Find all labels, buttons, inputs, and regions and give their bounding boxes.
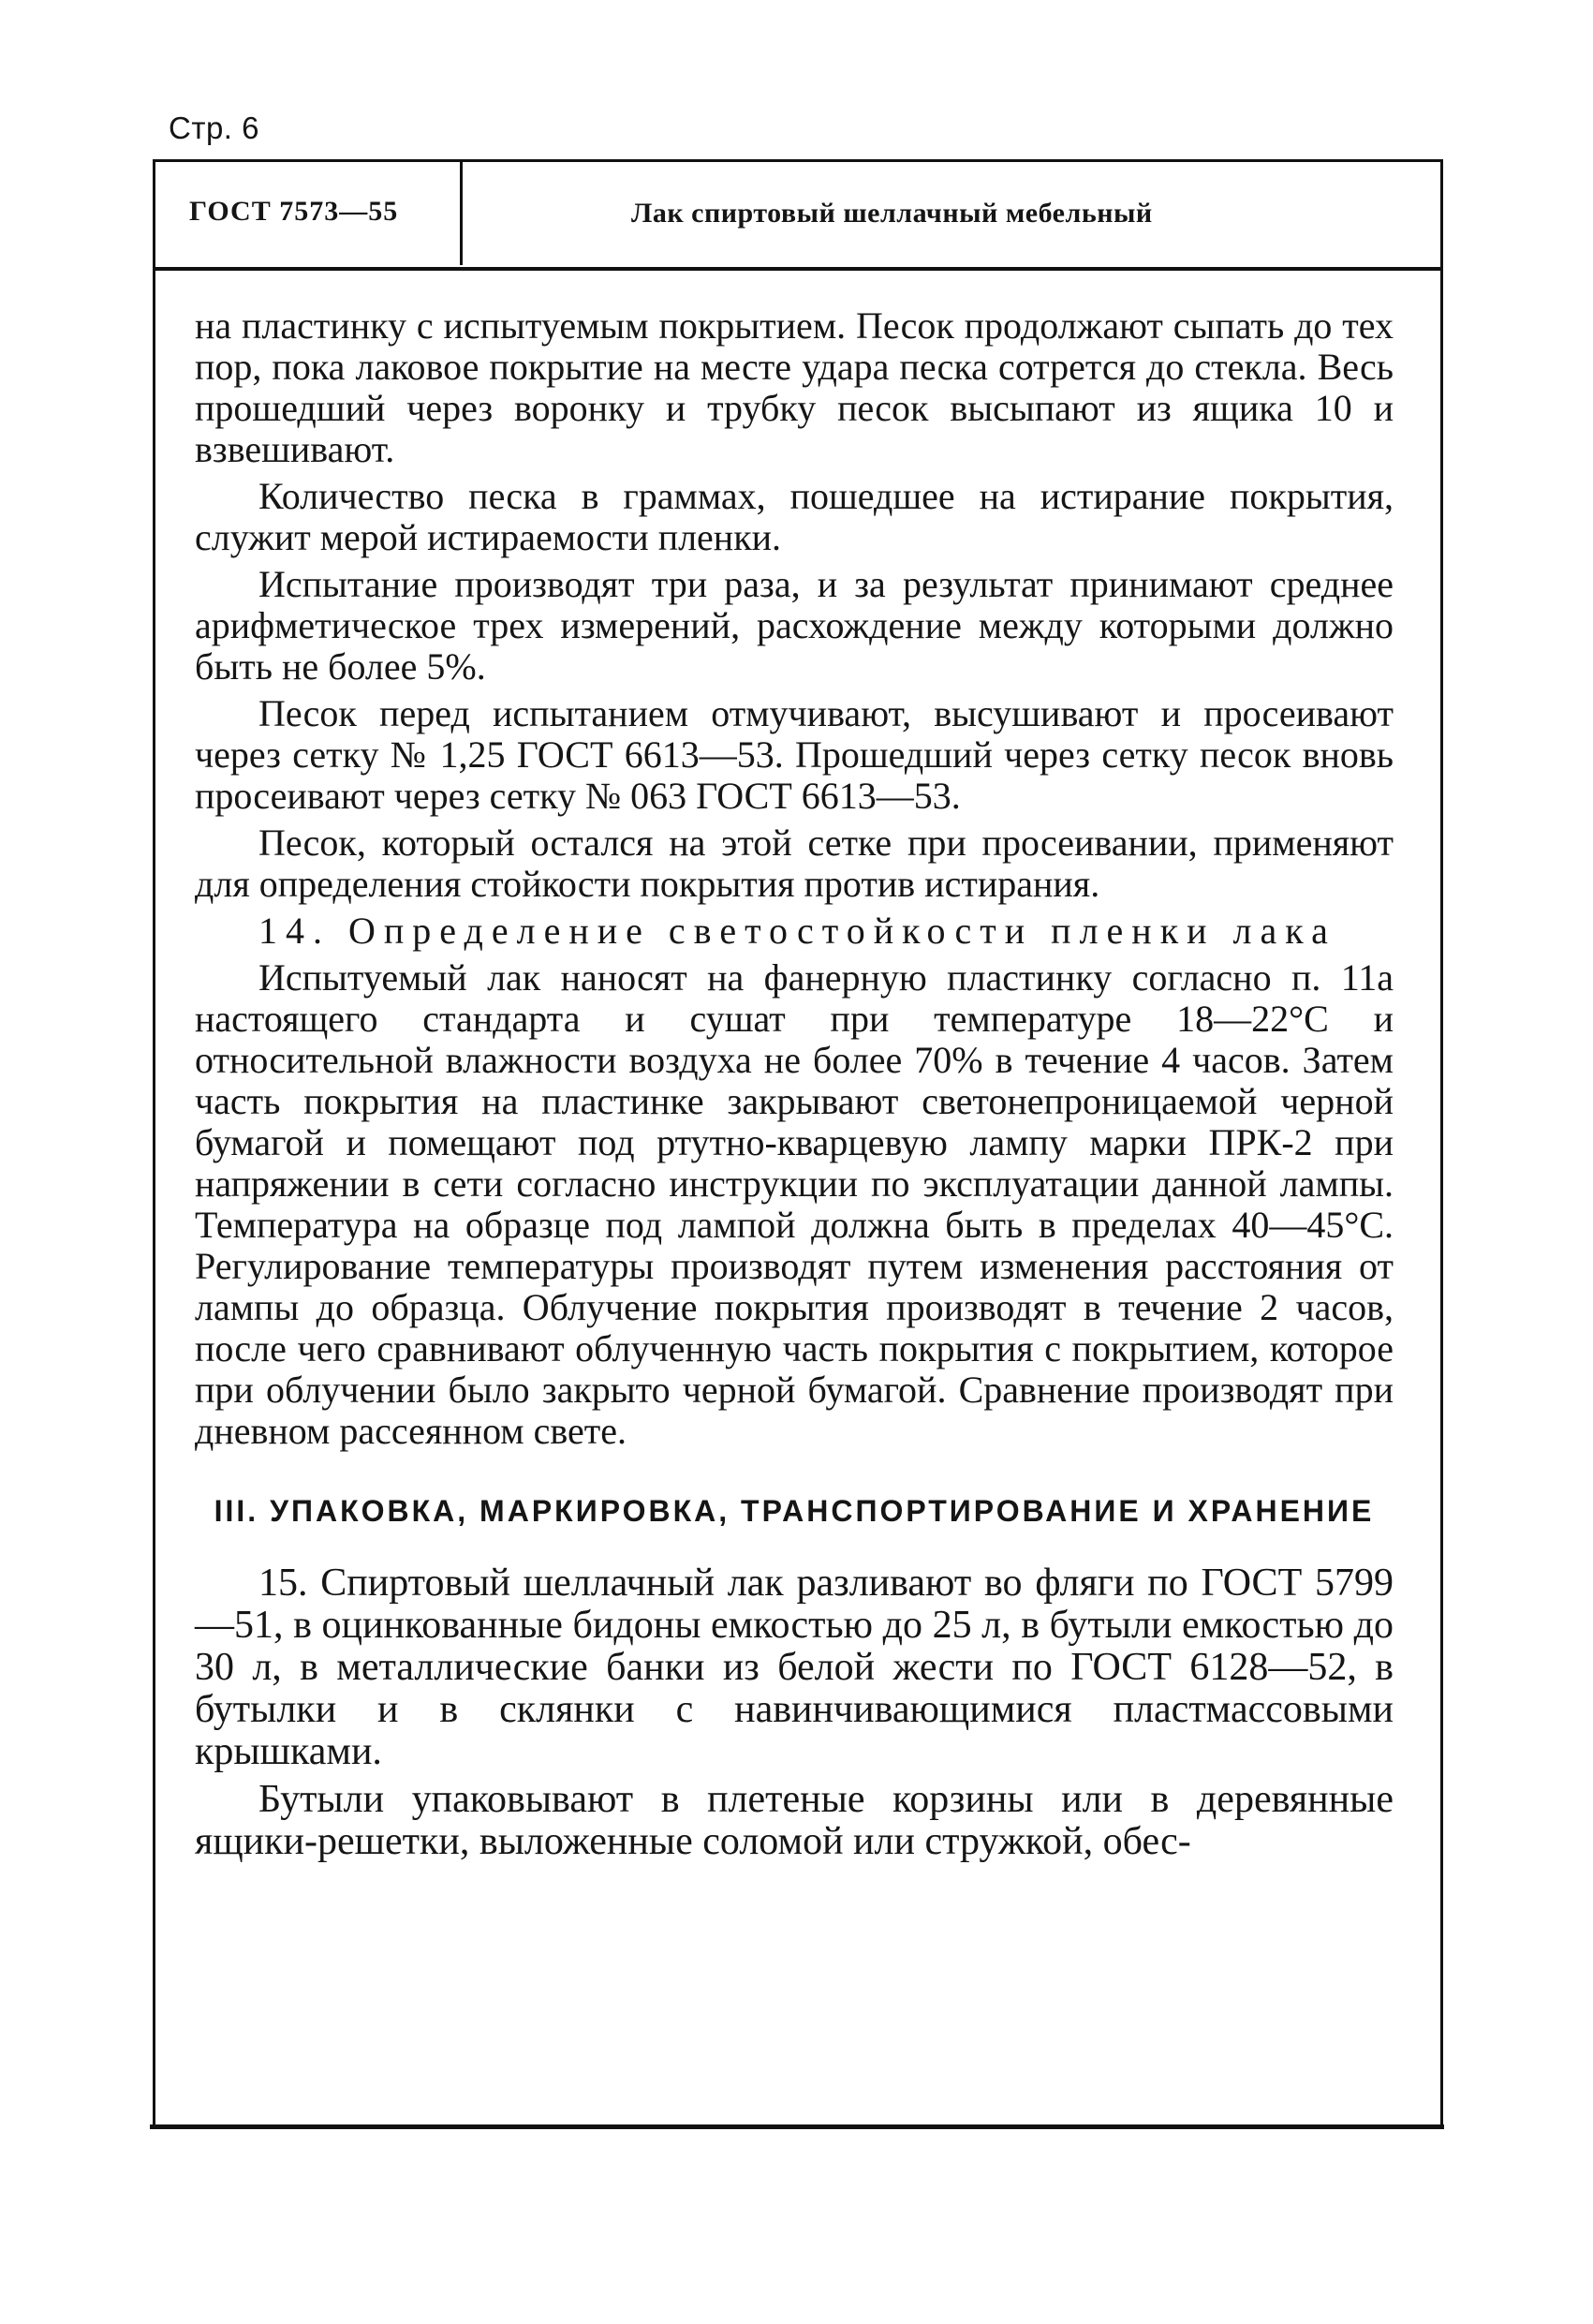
standard-number: ГОСТ 7573—55 [189, 196, 399, 227]
document-title: Лак спиртовый шеллачный мебельный [631, 198, 1153, 229]
paragraph: Песок, который остался на этой сетке при просеивании, применяют для определения стойкости покрытия против истирания. [195, 822, 1394, 905]
section-heading: III. УПАКОВКА, МАРКИРОВКА, ТРАНСПОРТИРОВАНИЕ И ХРАНЕНИЕ [214, 1494, 1375, 1528]
page-number: Стр. 6 [169, 111, 259, 145]
paragraph: Бутыли упаковывают в плетеные корзины или в деревянные ящики-решетки, выложенные соломой или стружкой, обес- [195, 1778, 1394, 1863]
paragraph: Испытуемый лак наносят на фанерную пластинку согласно п. 11а настоящего стандарта и сушат при температуре 18—22°С и относительной влажности воздуха не более 70% в течение 4 часов. Затем часть покрытия на пластинке закрывают светонепроницаемой черной бумагой и помещают под ртутно-кварцевую лампу марки ПРК-2 при напряжении в сети согласно инструкции по эксплуатации данной лампы. Температура на образце под лампой должна быть в пределах 40—45°С. Регулирование температуры производят путем изменения расстояния от лампы до образца. Облучение покрытия производят в течение 2 часов, после чего сравнивают облученную часть покрытия с покрытием, которое при облучении было закрыто черной бумагой. Сравнение производят при дневном рассеянном свете. [195, 956, 1394, 1452]
paragraph: Испытание производят три раза, и за результат принимают среднее арифметическое трех измерений, расхождение между которыми должно быть не более 5%. [195, 563, 1394, 688]
body-text [195, 305, 1394, 1869]
section-body [195, 1562, 1394, 1863]
paragraph: Количество песка в граммах, пошедшее на истирание покрытия, служит мерой истираемости пленки. [195, 475, 1394, 558]
paragraph: на пластинку с испытуемым покрытием. Песок продолжают сыпать до тех пор, пока лаковое покрытие на месте удара песка сотрется до стекла. Весь прошедший через воронку и трубку песок высыпают из ящика 10 и взвешивают. [195, 304, 1394, 470]
frame-bottom-rule [150, 2124, 1444, 2129]
header-divider [460, 162, 463, 265]
clause-heading: 14. Определение светостойкости пленки лака [258, 910, 1336, 952]
paragraph: 15. Спиртовый шеллачный лак разливают во фляги по ГОСТ 5799—51, в оцинкованные бидоны емкостью до 25 л, в бутыли емкостью до 30 л, в металлические банки из белой жести по ГОСТ 6128—52, в бутылки и в склянки с навинчивающимися пластмассовыми крышками. [195, 1562, 1394, 1773]
running-header [155, 162, 1440, 267]
paragraph: Песок перед испытанием отмучивают, высушивают и просеивают через сетку № 1,25 ГОСТ 6613—53. Прошедший через сетку песок вновь просеивают через сетку № 063 ГОСТ 6613—53. [195, 692, 1394, 817]
header-rule [153, 267, 1443, 271]
